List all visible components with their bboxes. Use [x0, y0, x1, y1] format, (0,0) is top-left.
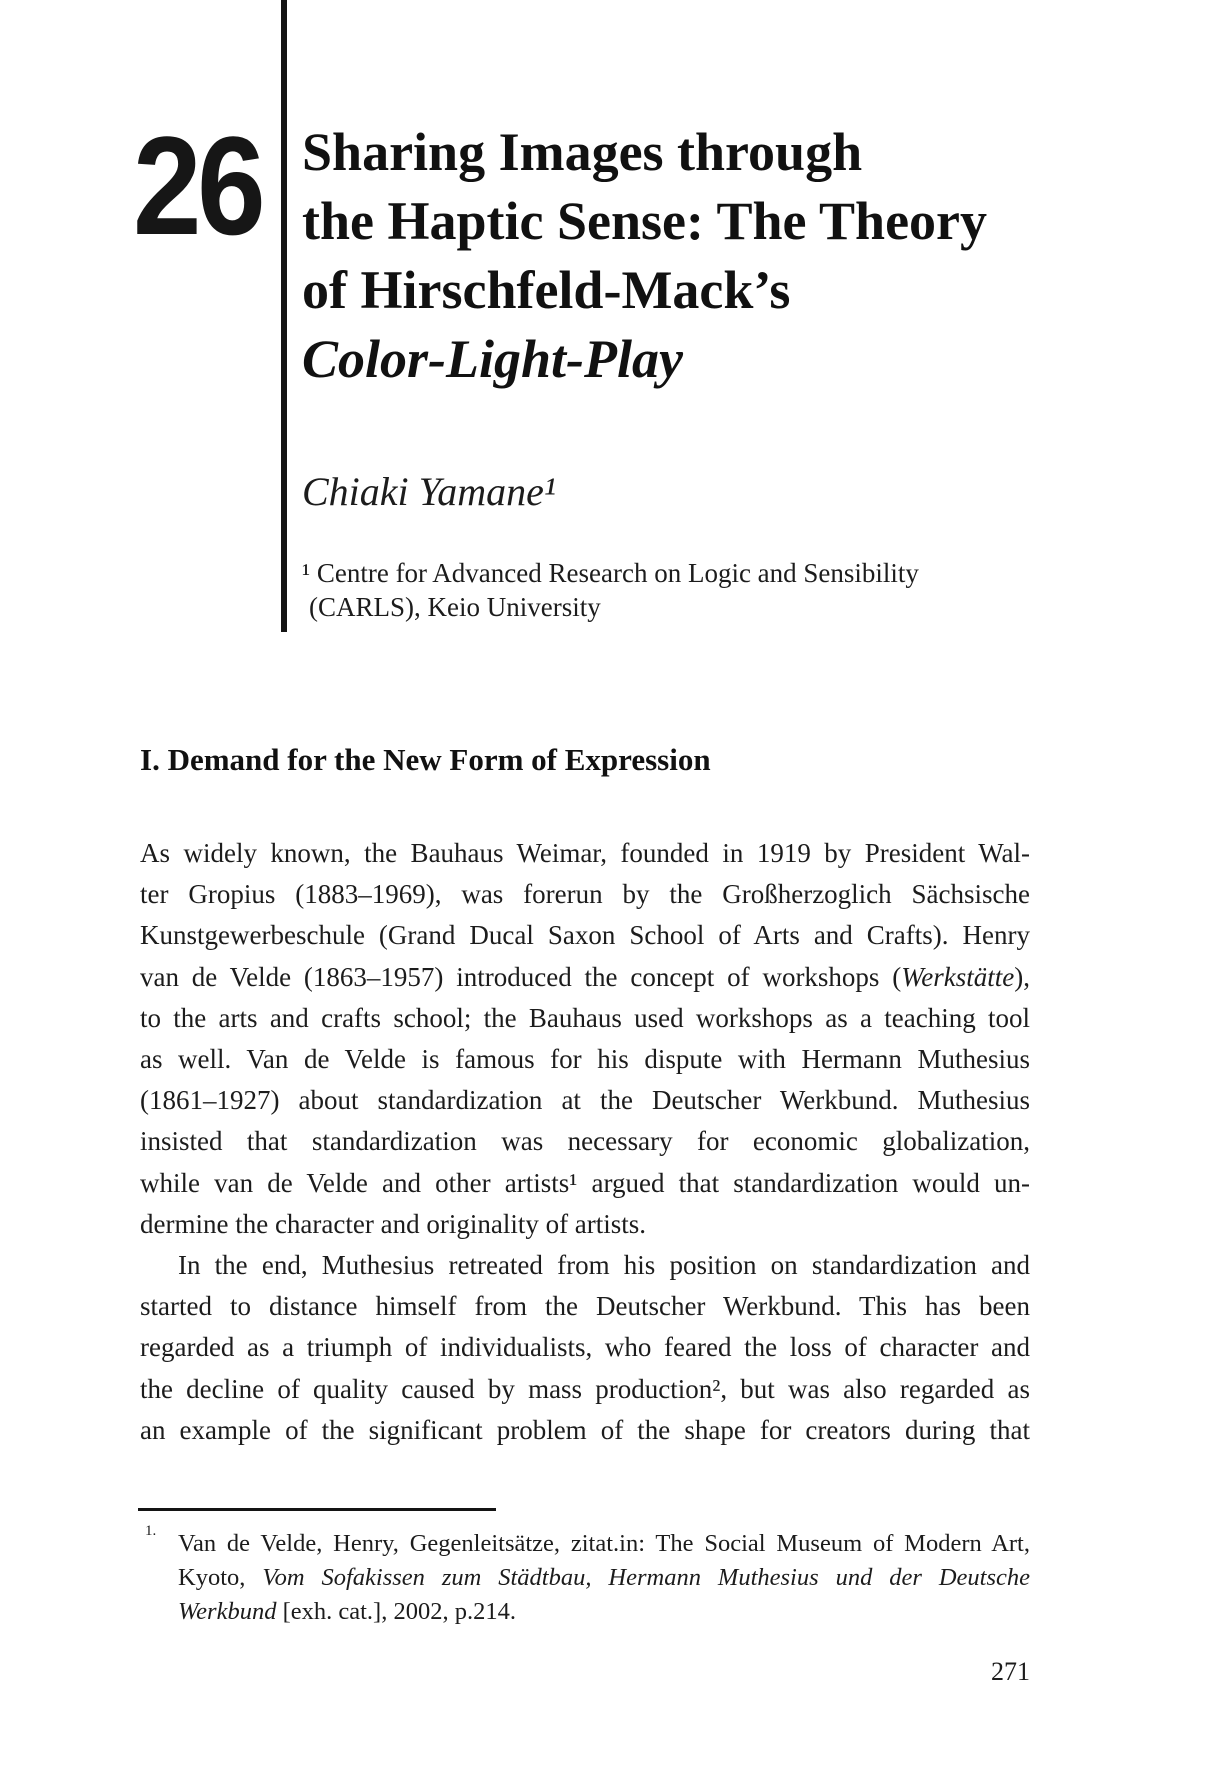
- body-line: to the arts and crafts school; the Bauhaus used workshops as a teaching tool: [140, 1002, 1030, 1033]
- chapter-title: [302, 118, 1022, 394]
- paragraph-2: [140, 1245, 1030, 1451]
- footnote-text: [178, 1527, 1030, 1629]
- footnote: [140, 1523, 1031, 1629]
- paragraph-1: [140, 833, 1030, 1245]
- body-line: started to distance himself from the Deutscher Werkbund. This has been: [140, 1291, 1030, 1322]
- chapter-number: 26: [133, 107, 262, 264]
- body-line: As widely known, the Bauhaus Weimar, founded in 1919 by President Wal-: [140, 838, 1030, 868]
- page-number: 271: [991, 1657, 1030, 1686]
- footnote-line-segment: [exh. cat.], 2002, p.214.: [276, 1598, 516, 1625]
- affiliation-line-1: ¹ Centre for Advanced Research on Logic and Sensibility: [302, 558, 919, 588]
- chapter-title-line-4: Color-Light-Play: [302, 329, 683, 389]
- chapter-title-line-2: the Haptic Sense: The Theory: [302, 191, 988, 251]
- footnote-line-1: Van de Velde, Henry, Gegenleitsätze, zitat.in: The Social Museum of Modern Art,: [178, 1530, 1030, 1557]
- chapter-divider-rule: [281, 0, 287, 632]
- affiliation-line-2: (CARLS), Keio University: [309, 592, 601, 622]
- body-line: the decline of quality caused by mass production², but was also regarded as: [140, 1373, 1030, 1404]
- author-name: Chiaki Yamane¹: [302, 469, 556, 514]
- footnote-marker: 1.: [145, 1523, 157, 1539]
- footnote-line-segment-italic: Werkbund: [178, 1598, 277, 1625]
- author-affiliation: [302, 556, 942, 624]
- footnote-line-3: [178, 1595, 1030, 1629]
- body-line-segment: van de Velde (1863–1957) introduced the concept of workshops (: [140, 961, 902, 992]
- footnote-line-segment-italic: Vom Sofakissen zum Städtbau, Hermann Muthesius und der Deutsche: [262, 1564, 1031, 1591]
- body-line: insisted that standardization was necessary for economic globalization,: [140, 1126, 1030, 1157]
- body-line: [140, 957, 1030, 998]
- body-line: as well. Van de Velde is famous for his dispute with Hermann Muthesius: [140, 1044, 1030, 1075]
- body-line: dermine the character and originality of artists.: [140, 1208, 647, 1239]
- body-line: Kunstgewerbeschule (Grand Ducal Saxon School of Arts and Crafts). Henry: [140, 920, 1030, 951]
- body-line-segment: ),: [1014, 961, 1030, 992]
- footnote-divider-rule: [138, 1508, 496, 1511]
- body-line: regarded as a triumph of individualists, who feared the loss of character and: [140, 1332, 1030, 1363]
- section-heading: I. Demand for the New Form of Expression: [140, 742, 711, 777]
- chapter-title-line-1: Sharing Images through: [302, 122, 863, 182]
- body-line: an example of the significant problem of the shape for creators during that: [140, 1414, 1030, 1445]
- chapter-title-line-3: of Hirschfeld-Mack’s: [302, 260, 791, 320]
- body-line: ter Gropius (1883–1969), was forerun by the Großherzoglich Sächsische: [140, 879, 1030, 910]
- footnote-line-2: [178, 1561, 1030, 1595]
- body-line: (1861–1927) about standardization at the Deutscher Werkbund. Muthesius: [140, 1085, 1030, 1116]
- body-line-segment-italic: Werkstätte: [901, 961, 1015, 992]
- footnote-line-segment: Kyoto,: [178, 1564, 263, 1591]
- body-line: while van de Velde and other artists¹ argued that standardization would un-: [140, 1167, 1030, 1198]
- body-line: In the end, Muthesius retreated from his position on standardization and: [178, 1250, 1030, 1280]
